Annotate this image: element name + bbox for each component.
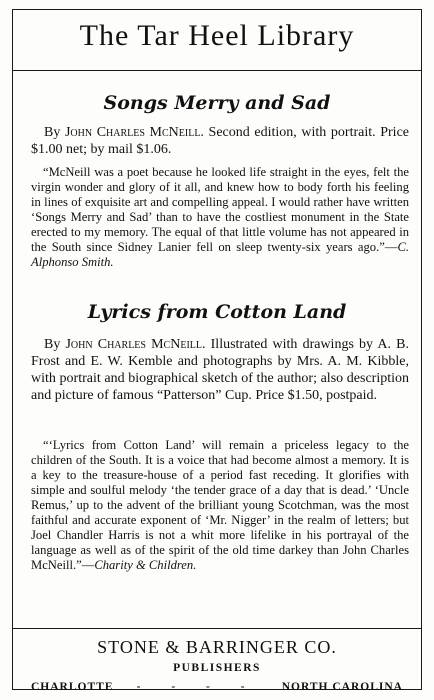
book2-quote-block — [31, 438, 409, 573]
book2-entry-pre: By — [44, 337, 66, 352]
publisher-location — [31, 681, 403, 693]
book2-entry — [31, 336, 409, 404]
book1-entry-pre: By — [44, 125, 65, 140]
book1-entry-block — [31, 124, 409, 158]
state-label: NORTH CAROLINA — [281, 681, 403, 693]
book2-attribution: Charity & Children. — [94, 558, 197, 572]
book1-attribution: C. Alphonso Smith. — [31, 240, 409, 269]
book1-quote — [31, 165, 409, 270]
publisher-name: STONE & BARRINGER CO. — [97, 637, 337, 657]
book2-entry-block — [31, 336, 409, 404]
book1-entry-post: Second edition, with portrait. Price $1.00 net; by mail $1.06. — [31, 125, 409, 157]
book2-title: Lyrics from Cotton Land — [87, 301, 347, 323]
book1-quote-block — [31, 165, 409, 270]
header-divider — [12, 70, 422, 71]
book1-title: Songs Merry and Sad — [103, 92, 331, 114]
book2-author: John Charles McNeill. — [65, 337, 206, 352]
library-title: The Tar Heel Library — [79, 19, 355, 52]
book2-quote-text: “‘Lyrics from Cotton Land’ will remain a priceless legacy to the children of the South. It is a voice that had become almost a memory. It is a key to the treasure-house of a period fast receding. It glorifies with simple and soulful melody ‘the tender grace of a day that is dead.’ ‘Uncle Remus,’ up to the advent of the brilliant young Scotchman, was the most faithful and accurate exponent of ‘Mr. Nigger’ in the realm of letters; but Joel Chandler Harris is not a whit more lifelike in his portrayal of the language as well as of the spirit of the old time darkey than John Charles McNeill.”— — [31, 438, 409, 572]
location-separator: - - - - — [136, 681, 259, 693]
book2-quote — [31, 438, 409, 573]
book1-quote-text: “McNeill was a poet because he looked life straight in the eyes, felt the virgin wonder and glory of it all, and knew how to body forth his feeling in lines of exquisite art and compelling appeal. I would rather have written ‘Songs Merry and Sad’ than to have the costliest monument in the State erected to my memory. The equal of that little volume has not appeared in the South since Sidney Lanier fell on sleep twenty-six years ago.”— — [31, 165, 409, 254]
publishers-label: PUBLISHERS — [173, 662, 261, 674]
book2-entry-post: Illustrated with drawings by A. B. Frost and E. W. Kemble and photographs by Mrs. A. M. Kibble, with portrait and biographical sketch of the author; also description and picture of famous “Patterson” Cup. Price $1.50, postpaid. — [31, 337, 409, 403]
book1-entry — [31, 124, 409, 158]
book1-author: John Charles McNeill. — [64, 125, 204, 140]
footer-divider — [12, 628, 422, 629]
city-label: CHARLOTTE — [31, 681, 114, 693]
